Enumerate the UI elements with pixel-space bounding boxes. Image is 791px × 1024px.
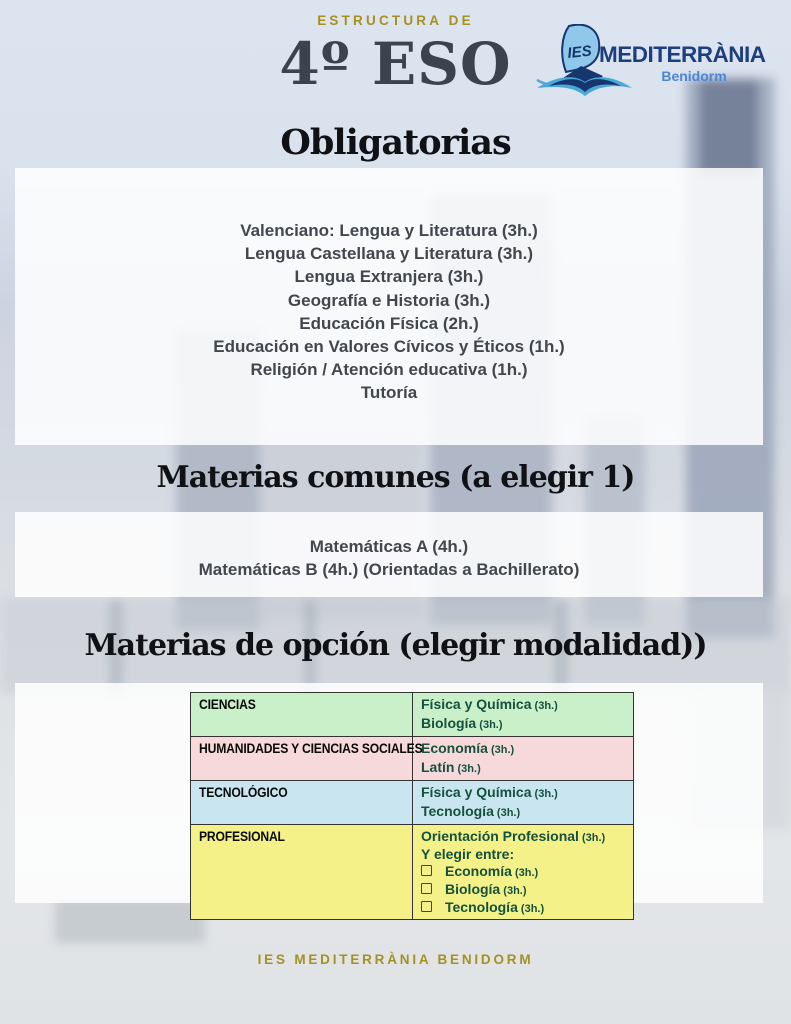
- checkbox-outline-icon: [421, 901, 432, 912]
- obligatorias-list: [15, 168, 763, 405]
- subject-item: Valenciano: Lengua y Literatura (3h.): [240, 221, 538, 240]
- subject-item: Orientación Profesional (3h.): [421, 828, 606, 844]
- subject-item: Biología (3h.): [421, 715, 503, 731]
- subject-item: Física y Química (3h.): [421, 696, 558, 712]
- modality-subjects: [413, 781, 634, 825]
- modality-subjects: [413, 693, 634, 737]
- subject-item: Lengua Extranjera (3h.): [294, 267, 484, 287]
- subject-item: Matemáticas B (4h.) (Orientadas a Bachillerato): [198, 560, 580, 579]
- subject-item: Tecnología (3h.): [421, 803, 521, 819]
- subject-item: Física y Química (3h.): [421, 784, 558, 800]
- modality-row: [191, 737, 634, 781]
- subject-item: Economía (3h.): [421, 863, 625, 881]
- subject-item: Educación Física (2h.): [299, 313, 479, 333]
- section-heading-obligatorias: Obligatorias: [280, 122, 511, 163]
- kicker-text: ESTRUCTURA DE: [317, 13, 474, 28]
- subject-item: Economía (3h.): [421, 740, 515, 756]
- page-title: 4º ESO: [279, 30, 512, 98]
- comunes-list: [15, 512, 763, 581]
- logo-city-name: Benidorm: [661, 68, 727, 84]
- footer-text: IES MEDITERRÀNIA BENIDORM: [257, 952, 534, 967]
- school-logo: [535, 18, 787, 118]
- modality-row: [191, 693, 634, 737]
- modality-subjects: [413, 825, 634, 920]
- modality-label: CIENCIAS: [191, 693, 413, 737]
- modalities-table: [190, 692, 634, 920]
- checkbox-outline-icon: [421, 883, 432, 894]
- subject-item: Matemáticas A (4h.): [309, 537, 469, 556]
- modality-label: HUMANIDADES Y CIENCIAS SOCIALES: [191, 737, 413, 781]
- section-heading-comunes: Materias comunes (a elegir 1): [156, 460, 635, 495]
- subject-item: Geografía e Historia (3h.): [287, 290, 491, 310]
- section-heading-opcion: Materias de opción (elegir modalidad)): [84, 628, 707, 663]
- building-silhouette: [55, 898, 205, 943]
- panel-comunes: [15, 512, 763, 597]
- subject-item: Tutoría: [360, 383, 418, 403]
- modality-label: PROFESIONAL: [191, 825, 413, 920]
- subject-item: Lengua Castellana y Literatura (3h.): [244, 244, 534, 264]
- subject-item: Educación en Valores Cívicos y Éticos (1h.): [213, 337, 565, 357]
- modality-label: TECNOLÓGICO: [191, 781, 413, 825]
- subject-item: Tecnología (3h.): [421, 899, 625, 917]
- modality-row: [191, 825, 634, 920]
- subject-item: Religión / Atención educativa (1h.): [250, 360, 528, 380]
- subject-item: Y elegir entre:: [421, 846, 515, 863]
- checkbox-outline-icon: [421, 865, 432, 876]
- subject-item: Latín (3h.): [421, 759, 481, 775]
- modality-subjects: [413, 737, 634, 781]
- logo-school-name: MEDITERRÀNIA: [599, 42, 766, 67]
- subject-item: Biología (3h.): [421, 881, 625, 899]
- modality-row: [191, 781, 634, 825]
- logo-acronym: IES: [566, 42, 593, 62]
- panel-obligatorias: [15, 168, 763, 445]
